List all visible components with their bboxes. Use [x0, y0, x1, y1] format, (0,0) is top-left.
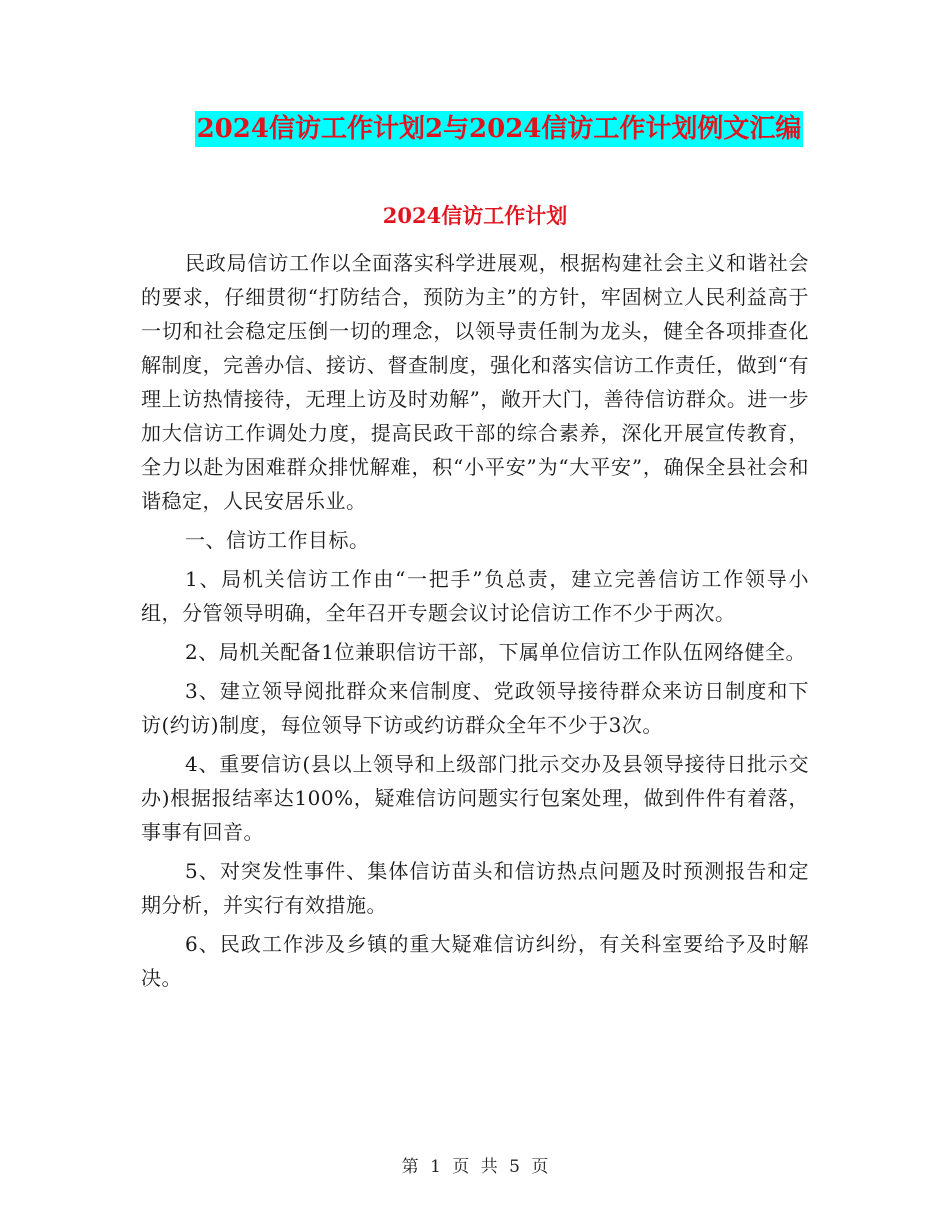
paragraph-item-1: 1、局机关信访工作由“一把手”负总责，建立完善信访工作领导小组，分管领导明确，全年召开专题会议讨论信访工作不少于两次。: [141, 567, 809, 625]
paragraph-item-6: 6、民政工作涉及乡镇的重大疑难信访纠纷，有关科室要给予及时解决。: [141, 932, 809, 990]
paragraph-intro: 民政局信访工作以全面落实科学进展观，根据构建社会主义和谐社会的要求，仔细贯彻“打防结合，预防为主”的方针，牢固树立人民利益高于一切和社会稳定压倒一切的理念，以领导责任制为龙头，健全各项排查化解制度，完善办信、接访、督查制度，强化和落实信访工作责任，做到“有理上访热情接待，无理上访及时劝解”，敞开大门，善待信访群众。进一步加大信访工作调处力度，提高民政干部的综合素养，深化开展宣传教育，全力以赴为困难群众排忧解难，积“小平安”为“大平安”，确保全县社会和谐稳定，人民安居乐业。: [141, 251, 809, 513]
paragraph-item-2: 2、局机关配备1位兼职信访干部，下属单位信访工作队伍网络健全。: [185, 640, 806, 664]
section-title: 2024信访工作计划: [382, 203, 568, 228]
paragraph-item-5: 5、对突发性事件、集体信访苗头和信访热点问题及时预测报告和定期分析，并实行有效措施。: [141, 859, 809, 917]
paragraph-heading-goals: 一、信访工作目标。: [185, 528, 370, 552]
paragraph-item-3: 3、建立领导阅批群众来信制度、党政领导接待群众来访日制度和下访(约访)制度，每位领导下访或约访群众全年不少于3次。: [141, 679, 809, 737]
document-body: [141, 246, 809, 1000]
main-title-container: [0, 111, 950, 147]
paragraph-item-4: 4、重要信访(县以上领导和上级部门批示交办及县领导接待日批示交办)根据报结率达100%，疑难信访问题实行包案处理，做到件件有着落，事事有回音。: [141, 752, 809, 844]
page-footer: 第 1 页 共 5 页: [401, 1157, 549, 1177]
main-title: 2024信访工作计划2与2024信访工作计划例文汇编: [195, 111, 804, 147]
